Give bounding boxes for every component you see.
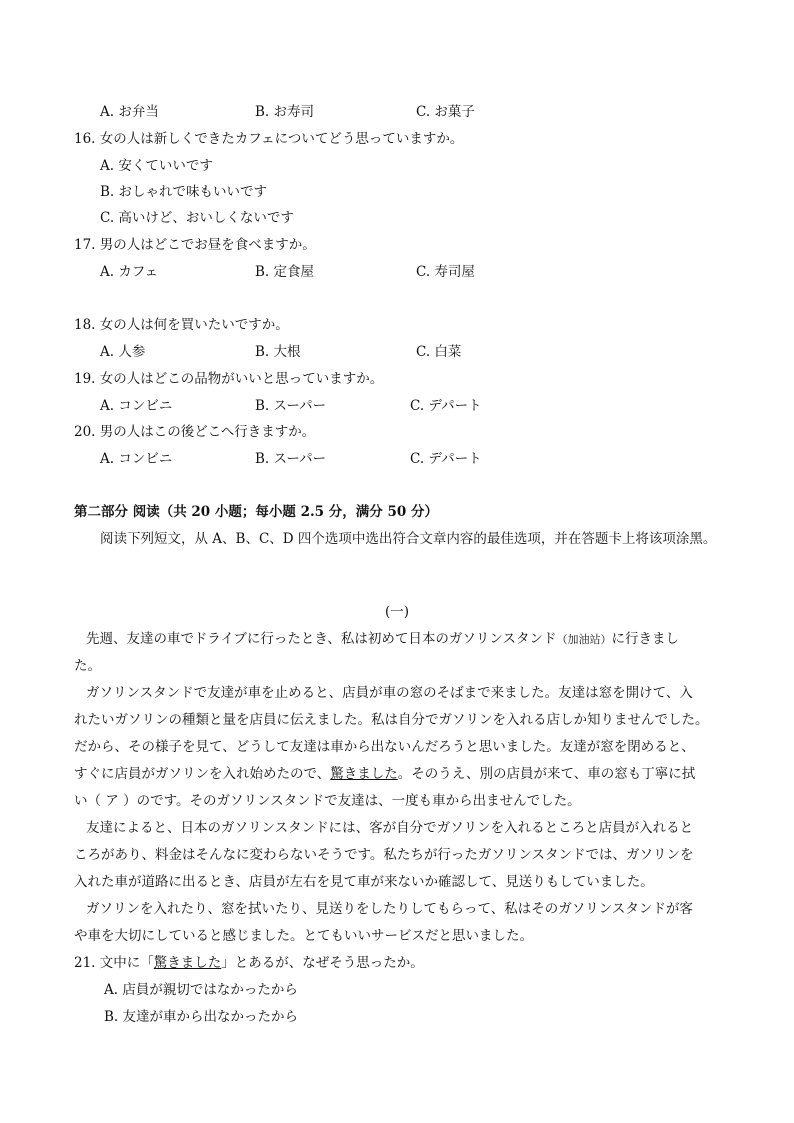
q16-option-a: A. 安くていいです [100,158,213,174]
passage-line: 友達によると、日本のガソリンスタンドには、客が自分でガソリンを入れるところと店員が入れると [86,820,694,836]
passage-text: すぐに店員がガソリンを入れ始めたので、 [74,766,331,782]
passage-line [86,630,679,649]
q17-text: 17. 男の人はどこでお昼を食べますか。 [74,237,316,253]
underlined-phrase: 驚きました [153,955,222,971]
q19-option-b: B. スーパー [255,398,327,414]
q16-option-b: B. おしゃれで味もいいです [100,184,268,200]
q15-option-b: B. お寿司 [255,104,315,120]
q18-option-b: B. 大根 [255,344,301,360]
q18-text: 18. 女の人は何を買いたいですか。 [74,317,289,333]
q20-option-c: C. デパート [410,451,482,467]
q16-option-c: C. 高いけど、おいしくないです [100,210,294,226]
passage-text: に行きまし [611,631,679,647]
passage-line: た。 [74,658,101,674]
q20-text: 20. 男の人はこの後どこへ行きますか。 [74,424,316,440]
q21-text-part: 21. 文中に「 [74,955,154,971]
q19-option-a: A. コンビニ [100,398,173,414]
q20-option-b: B. スーパー [255,451,327,467]
passage-line: ガソリンスタンドで友達が車を止めると、店員が車の窓のそばまで来ました。友達は窓を開けて、入 [86,685,693,701]
passage-line: 入れた車が道路に出るとき、店員が左右を見て車が来ないか確認して、見送りもしていました。 [74,874,654,890]
passage-line: い（ ア ）のです。そのガソリンスタンドで友達は、一度も車から出ませんでした。 [74,793,581,809]
q17-option-c: C. 寿司屋 [416,264,475,280]
q19-option-c: C. デパート [410,398,482,414]
q17-option-a: A. カフェ [100,264,159,280]
passage-line: れたいガソリンの種類と量を店員に伝えました。私は自分でガソリンを入れる店しか知りませんでした。 [74,712,709,728]
passage-line: ガソリンを入れたり、窓を拭いたり、見送りをしたりしてもらって、私はそのガソリンスタンドが客 [86,901,693,917]
passage-line: ころがあり、料金はそんなに変わらないそうです。私たちが行ったガソリンスタンドでは、ガソリンを [74,847,694,863]
q18-option-c: C. 白菜 [416,344,462,360]
q19-text: 19. 女の人はどこの品物がいいと思っていますか。 [74,371,384,387]
passage-text: 。そのうえ、別の店員が来て、車の窓も丁寧に拭 [397,766,696,782]
underlined-phrase: 驚きました [330,766,398,782]
q20-option-a: A. コンビニ [100,451,173,467]
q16-text: 16. 女の人は新しくできたカフェについてどう思っていますか。 [74,131,464,147]
q15-option-c: C. お菓子 [416,104,475,120]
passage-number: (一) [384,604,410,620]
reading-instruction: 阅读下列短文，从 A、B、C、D 四个选项中选出符合文章内容的最佳选项，并在答题卡上将该项涂黑。 [100,531,717,547]
passage-line: や車を大切にしていると感じました。とてもいいサービスだと思いました。 [74,928,533,944]
passage-annotation: （加油站） [556,633,612,646]
q17-option-b: B. 定食屋 [255,264,315,280]
q21-text [74,954,424,972]
passage-text: 先週、友達の車でドライブに行ったとき、私は初めて日本のガソリンスタンド [86,631,557,647]
q21-option-a: A. 店員が親切ではなかったから [104,982,298,998]
q21-option-b: B. 友達が車から出なかったから [104,1009,299,1025]
passage-line [74,765,695,783]
q18-option-a: A. 人参 [100,344,146,360]
q15-option-a: A. お弁当 [100,104,159,120]
passage-line: だから、その様子を見て、どうして友達は車から出ないんだろうと思いました。友達が窓を閉めると、 [74,739,695,755]
q21-text-part: 」とあるが、なぜそう思ったか。 [221,955,424,971]
reading-section-title: 第二部分 阅读（共 20 小题；每小题 2.5 分，满分 50 分） [74,504,438,520]
